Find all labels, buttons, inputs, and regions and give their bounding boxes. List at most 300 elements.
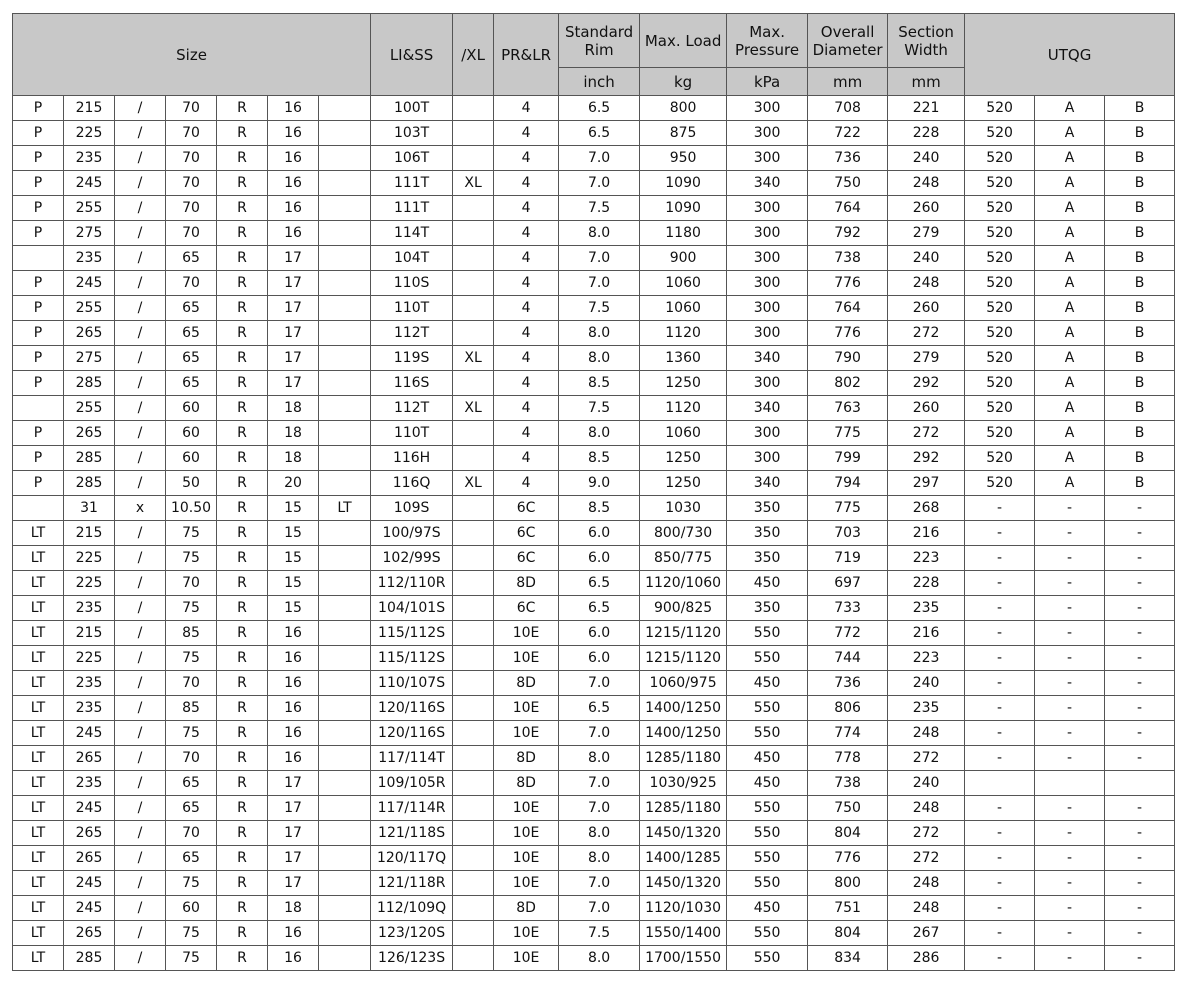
cell-standard-rim: 8.5 <box>559 446 640 471</box>
cell-type: LT <box>13 596 64 621</box>
cell-load-index-speed: 120/116S <box>371 696 453 721</box>
cell-max-pressure: 350 <box>727 596 808 621</box>
cell-rim-diameter: 16 <box>268 196 319 221</box>
cell-traction: A <box>1035 321 1105 346</box>
cell-treadwear: 520 <box>965 121 1035 146</box>
cell-temperature: B <box>1105 146 1175 171</box>
cell-type <box>13 496 64 521</box>
cell-overall-diameter: 736 <box>808 671 888 696</box>
cell-rim-diameter: 16 <box>268 146 319 171</box>
cell-lt-suffix <box>319 246 371 271</box>
cell-temperature: B <box>1105 296 1175 321</box>
cell-overall-diameter: 804 <box>808 921 888 946</box>
cell-treadwear: 520 <box>965 296 1035 321</box>
cell-temperature: - <box>1105 596 1175 621</box>
cell-construction: R <box>217 646 268 671</box>
cell-max-load: 1060/975 <box>640 671 727 696</box>
cell-standard-rim: 7.0 <box>559 721 640 746</box>
cell-max-load: 1285/1180 <box>640 746 727 771</box>
table-row <box>13 246 1175 271</box>
cell-ply-rating: 10E <box>494 796 559 821</box>
cell-construction: R <box>217 496 268 521</box>
cell-max-pressure: 300 <box>727 296 808 321</box>
cell-width: 285 <box>64 471 115 496</box>
cell-traction: - <box>1035 946 1105 971</box>
cell-rim-diameter: 18 <box>268 446 319 471</box>
cell-section-width: 216 <box>888 521 965 546</box>
cell-width: 275 <box>64 221 115 246</box>
cell-lt-suffix <box>319 546 371 571</box>
cell-max-load: 1250 <box>640 471 727 496</box>
cell-temperature: - <box>1105 871 1175 896</box>
table-row <box>13 271 1175 296</box>
cell-width: 245 <box>64 271 115 296</box>
cell-max-load: 1400/1285 <box>640 846 727 871</box>
cell-xl: XL <box>453 171 494 196</box>
cell-aspect: 70 <box>166 171 217 196</box>
cell-temperature: - <box>1105 921 1175 946</box>
cell-ply-rating: 6C <box>494 596 559 621</box>
cell-max-load: 1030/925 <box>640 771 727 796</box>
cell-load-index-speed: 111T <box>371 196 453 221</box>
cell-construction: R <box>217 721 268 746</box>
cell-sep: / <box>115 846 166 871</box>
cell-ply-rating: 8D <box>494 571 559 596</box>
cell-aspect: 75 <box>166 646 217 671</box>
cell-max-pressure: 340 <box>727 471 808 496</box>
cell-treadwear: 520 <box>965 346 1035 371</box>
cell-max-load: 1215/1120 <box>640 621 727 646</box>
cell-width: 245 <box>64 171 115 196</box>
cell-section-width: 240 <box>888 671 965 696</box>
cell-xl <box>453 371 494 396</box>
cell-xl <box>453 771 494 796</box>
cell-width: 235 <box>64 696 115 721</box>
header-load-index-speed: LI&SS <box>371 14 453 96</box>
cell-standard-rim: 6.0 <box>559 546 640 571</box>
cell-standard-rim: 7.0 <box>559 896 640 921</box>
cell-ply-rating: 4 <box>494 271 559 296</box>
cell-standard-rim: 7.5 <box>559 196 640 221</box>
cell-rim-diameter: 16 <box>268 221 319 246</box>
cell-ply-rating: 4 <box>494 96 559 121</box>
cell-traction: A <box>1035 346 1105 371</box>
cell-section-width: 248 <box>888 171 965 196</box>
cell-load-index-speed: 104/101S <box>371 596 453 621</box>
cell-temperature: - <box>1105 671 1175 696</box>
cell-ply-rating: 10E <box>494 821 559 846</box>
cell-construction: R <box>217 346 268 371</box>
cell-rim-diameter: 15 <box>268 521 319 546</box>
cell-sep: / <box>115 746 166 771</box>
cell-xl <box>453 921 494 946</box>
cell-traction: A <box>1035 296 1105 321</box>
cell-max-load: 850/775 <box>640 546 727 571</box>
cell-overall-diameter: 790 <box>808 346 888 371</box>
cell-load-index-speed: 110/107S <box>371 671 453 696</box>
cell-temperature: - <box>1105 696 1175 721</box>
cell-width: 265 <box>64 421 115 446</box>
table-body <box>13 96 1175 971</box>
cell-type: LT <box>13 846 64 871</box>
cell-standard-rim: 8.0 <box>559 321 640 346</box>
cell-type: LT <box>13 721 64 746</box>
cell-xl <box>453 621 494 646</box>
cell-aspect: 70 <box>166 96 217 121</box>
cell-standard-rim: 8.0 <box>559 746 640 771</box>
cell-construction: R <box>217 521 268 546</box>
cell-width: 245 <box>64 871 115 896</box>
cell-traction: - <box>1035 796 1105 821</box>
cell-sep: / <box>115 146 166 171</box>
table-row <box>13 171 1175 196</box>
cell-section-width: 272 <box>888 821 965 846</box>
cell-ply-rating: 4 <box>494 146 559 171</box>
cell-construction: R <box>217 571 268 596</box>
cell-aspect: 65 <box>166 796 217 821</box>
cell-construction: R <box>217 846 268 871</box>
cell-overall-diameter: 764 <box>808 296 888 321</box>
cell-sep: x <box>115 496 166 521</box>
cell-max-pressure: 300 <box>727 321 808 346</box>
cell-traction: A <box>1035 396 1105 421</box>
cell-traction: A <box>1035 446 1105 471</box>
cell-max-load: 1060 <box>640 296 727 321</box>
cell-aspect: 10.50 <box>166 496 217 521</box>
cell-treadwear: - <box>965 671 1035 696</box>
table-row <box>13 446 1175 471</box>
cell-lt-suffix <box>319 221 371 246</box>
cell-construction: R <box>217 171 268 196</box>
cell-temperature: B <box>1105 246 1175 271</box>
cell-width: 285 <box>64 946 115 971</box>
table-row <box>13 771 1175 796</box>
cell-ply-rating: 4 <box>494 296 559 321</box>
table-row <box>13 321 1175 346</box>
cell-max-pressure: 300 <box>727 221 808 246</box>
cell-section-width: 228 <box>888 571 965 596</box>
table-row <box>13 546 1175 571</box>
cell-treadwear: - <box>965 546 1035 571</box>
cell-treadwear: - <box>965 696 1035 721</box>
cell-rim-diameter: 17 <box>268 371 319 396</box>
cell-traction: A <box>1035 196 1105 221</box>
cell-type: P <box>13 471 64 496</box>
cell-section-width: 235 <box>888 596 965 621</box>
cell-max-pressure: 550 <box>727 946 808 971</box>
cell-temperature: - <box>1105 821 1175 846</box>
cell-max-load: 800/730 <box>640 521 727 546</box>
cell-sep: / <box>115 196 166 221</box>
cell-type: LT <box>13 621 64 646</box>
cell-type: LT <box>13 821 64 846</box>
cell-construction: R <box>217 246 268 271</box>
cell-standard-rim: 6.5 <box>559 696 640 721</box>
cell-rim-diameter: 16 <box>268 696 319 721</box>
table-row <box>13 646 1175 671</box>
cell-temperature: B <box>1105 321 1175 346</box>
header-overall-diameter: Overall Diameter <box>808 14 888 68</box>
cell-overall-diameter: 708 <box>808 96 888 121</box>
cell-section-width: 272 <box>888 846 965 871</box>
cell-max-load: 1285/1180 <box>640 796 727 821</box>
cell-load-index-speed: 100/97S <box>371 521 453 546</box>
cell-aspect: 60 <box>166 396 217 421</box>
cell-rim-diameter: 16 <box>268 746 319 771</box>
cell-standard-rim: 8.0 <box>559 821 640 846</box>
cell-max-load: 800 <box>640 96 727 121</box>
cell-treadwear: 520 <box>965 396 1035 421</box>
cell-aspect: 60 <box>166 446 217 471</box>
cell-width: 235 <box>64 671 115 696</box>
table-row <box>13 496 1175 521</box>
cell-xl <box>453 721 494 746</box>
cell-treadwear: - <box>965 896 1035 921</box>
cell-lt-suffix <box>319 796 371 821</box>
cell-traction: A <box>1035 271 1105 296</box>
cell-load-index-speed: 119S <box>371 346 453 371</box>
cell-construction: R <box>217 871 268 896</box>
cell-sep: / <box>115 121 166 146</box>
cell-standard-rim: 7.0 <box>559 671 640 696</box>
cell-treadwear: - <box>965 846 1035 871</box>
table-row <box>13 796 1175 821</box>
cell-ply-rating: 10E <box>494 621 559 646</box>
cell-rim-diameter: 16 <box>268 121 319 146</box>
cell-construction: R <box>217 696 268 721</box>
cell-overall-diameter: 774 <box>808 721 888 746</box>
cell-standard-rim: 6.0 <box>559 646 640 671</box>
cell-max-pressure: 450 <box>727 671 808 696</box>
cell-load-index-speed: 126/123S <box>371 946 453 971</box>
cell-aspect: 85 <box>166 696 217 721</box>
cell-traction: - <box>1035 846 1105 871</box>
cell-sep: / <box>115 646 166 671</box>
cell-max-load: 1060 <box>640 271 727 296</box>
cell-traction: - <box>1035 921 1105 946</box>
cell-rim-diameter: 16 <box>268 921 319 946</box>
cell-lt-suffix <box>319 921 371 946</box>
cell-traction: A <box>1035 421 1105 446</box>
cell-load-index-speed: 123/120S <box>371 921 453 946</box>
cell-overall-diameter: 733 <box>808 596 888 621</box>
cell-lt-suffix <box>319 321 371 346</box>
cell-standard-rim: 7.0 <box>559 171 640 196</box>
cell-ply-rating: 8D <box>494 771 559 796</box>
cell-construction: R <box>217 746 268 771</box>
cell-type: LT <box>13 646 64 671</box>
cell-lt-suffix <box>319 271 371 296</box>
cell-ply-rating: 10E <box>494 871 559 896</box>
cell-max-pressure: 550 <box>727 921 808 946</box>
cell-temperature: B <box>1105 171 1175 196</box>
cell-max-pressure: 340 <box>727 171 808 196</box>
cell-max-load: 900 <box>640 246 727 271</box>
table-row <box>13 896 1175 921</box>
cell-aspect: 70 <box>166 271 217 296</box>
cell-aspect: 70 <box>166 221 217 246</box>
cell-section-width: 286 <box>888 946 965 971</box>
cell-ply-rating: 4 <box>494 171 559 196</box>
cell-width: 285 <box>64 446 115 471</box>
table-row <box>13 921 1175 946</box>
cell-standard-rim: 8.5 <box>559 496 640 521</box>
cell-temperature: - <box>1105 796 1175 821</box>
cell-width: 255 <box>64 196 115 221</box>
cell-traction: - <box>1035 521 1105 546</box>
cell-aspect: 65 <box>166 246 217 271</box>
cell-construction: R <box>217 796 268 821</box>
cell-load-index-speed: 106T <box>371 146 453 171</box>
cell-load-index-speed: 100T <box>371 96 453 121</box>
cell-treadwear: 520 <box>965 271 1035 296</box>
cell-load-index-speed: 121/118S <box>371 821 453 846</box>
cell-temperature <box>1105 771 1175 796</box>
cell-sep: / <box>115 371 166 396</box>
cell-section-width: 235 <box>888 696 965 721</box>
cell-traction: - <box>1035 746 1105 771</box>
cell-xl <box>453 946 494 971</box>
cell-width: 235 <box>64 146 115 171</box>
cell-lt-suffix <box>319 296 371 321</box>
cell-sep: / <box>115 446 166 471</box>
cell-section-width: 240 <box>888 246 965 271</box>
cell-temperature: - <box>1105 621 1175 646</box>
cell-aspect: 65 <box>166 346 217 371</box>
cell-width: 215 <box>64 621 115 646</box>
table-row <box>13 96 1175 121</box>
cell-xl <box>453 796 494 821</box>
cell-type: P <box>13 146 64 171</box>
cell-lt-suffix <box>319 846 371 871</box>
table-row <box>13 946 1175 971</box>
cell-type: LT <box>13 521 64 546</box>
cell-type: P <box>13 346 64 371</box>
cell-xl <box>453 571 494 596</box>
cell-aspect: 70 <box>166 671 217 696</box>
cell-rim-diameter: 17 <box>268 771 319 796</box>
cell-width: 215 <box>64 96 115 121</box>
cell-load-index-speed: 109/105R <box>371 771 453 796</box>
cell-traction <box>1035 771 1105 796</box>
cell-standard-rim: 7.0 <box>559 771 640 796</box>
cell-overall-diameter: 751 <box>808 896 888 921</box>
cell-section-width: 272 <box>888 746 965 771</box>
cell-temperature: - <box>1105 896 1175 921</box>
cell-standard-rim: 6.5 <box>559 121 640 146</box>
cell-rim-diameter: 15 <box>268 571 319 596</box>
cell-max-load: 1120 <box>640 396 727 421</box>
cell-temperature: B <box>1105 371 1175 396</box>
table-row <box>13 346 1175 371</box>
cell-overall-diameter: 804 <box>808 821 888 846</box>
cell-temperature: B <box>1105 446 1175 471</box>
cell-max-load: 1550/1400 <box>640 921 727 946</box>
cell-section-width: 272 <box>888 421 965 446</box>
cell-construction: R <box>217 221 268 246</box>
cell-standard-rim: 8.0 <box>559 946 640 971</box>
cell-section-width: 297 <box>888 471 965 496</box>
cell-sep: / <box>115 296 166 321</box>
cell-standard-rim: 7.0 <box>559 796 640 821</box>
cell-traction: - <box>1035 896 1105 921</box>
cell-aspect: 70 <box>166 121 217 146</box>
cell-sep: / <box>115 821 166 846</box>
cell-width: 265 <box>64 321 115 346</box>
cell-max-pressure: 450 <box>727 571 808 596</box>
cell-aspect: 60 <box>166 896 217 921</box>
cell-overall-diameter: 776 <box>808 271 888 296</box>
cell-max-load: 1250 <box>640 371 727 396</box>
cell-load-index-speed: 112/110R <box>371 571 453 596</box>
cell-xl: XL <box>453 471 494 496</box>
cell-treadwear: 520 <box>965 421 1035 446</box>
cell-lt-suffix <box>319 421 371 446</box>
cell-xl: XL <box>453 346 494 371</box>
table-row <box>13 471 1175 496</box>
table-row <box>13 846 1175 871</box>
cell-temperature: - <box>1105 846 1175 871</box>
cell-xl <box>453 446 494 471</box>
cell-traction: A <box>1035 96 1105 121</box>
cell-max-load: 1250 <box>640 446 727 471</box>
cell-section-width: 223 <box>888 546 965 571</box>
cell-sep: / <box>115 521 166 546</box>
cell-treadwear: - <box>965 721 1035 746</box>
cell-overall-diameter: 775 <box>808 421 888 446</box>
cell-construction: R <box>217 371 268 396</box>
cell-width: 245 <box>64 896 115 921</box>
cell-traction: - <box>1035 571 1105 596</box>
cell-max-pressure: 300 <box>727 271 808 296</box>
cell-standard-rim: 7.0 <box>559 271 640 296</box>
cell-max-load: 1060 <box>640 421 727 446</box>
cell-treadwear: - <box>965 646 1035 671</box>
cell-max-load: 1090 <box>640 171 727 196</box>
cell-aspect: 65 <box>166 846 217 871</box>
cell-treadwear: - <box>965 521 1035 546</box>
cell-load-index-speed: 115/112S <box>371 646 453 671</box>
cell-max-pressure: 450 <box>727 746 808 771</box>
cell-type: P <box>13 271 64 296</box>
cell-max-load: 1120/1030 <box>640 896 727 921</box>
cell-traction: - <box>1035 596 1105 621</box>
table-row <box>13 671 1175 696</box>
cell-ply-rating: 4 <box>494 246 559 271</box>
cell-treadwear: - <box>965 946 1035 971</box>
cell-overall-diameter: 799 <box>808 446 888 471</box>
cell-construction: R <box>217 271 268 296</box>
cell-standard-rim: 8.0 <box>559 846 640 871</box>
cell-rim-diameter: 17 <box>268 246 319 271</box>
cell-treadwear: 520 <box>965 196 1035 221</box>
cell-standard-rim: 9.0 <box>559 471 640 496</box>
cell-lt-suffix <box>319 146 371 171</box>
cell-traction: A <box>1035 171 1105 196</box>
cell-type: LT <box>13 746 64 771</box>
cell-type: LT <box>13 546 64 571</box>
cell-sep: / <box>115 796 166 821</box>
cell-traction: A <box>1035 121 1105 146</box>
cell-xl <box>453 671 494 696</box>
cell-overall-diameter: 750 <box>808 171 888 196</box>
cell-max-pressure: 340 <box>727 396 808 421</box>
cell-construction: R <box>217 96 268 121</box>
cell-aspect: 75 <box>166 596 217 621</box>
cell-max-load: 950 <box>640 146 727 171</box>
cell-xl <box>453 221 494 246</box>
cell-load-index-speed: 112T <box>371 321 453 346</box>
